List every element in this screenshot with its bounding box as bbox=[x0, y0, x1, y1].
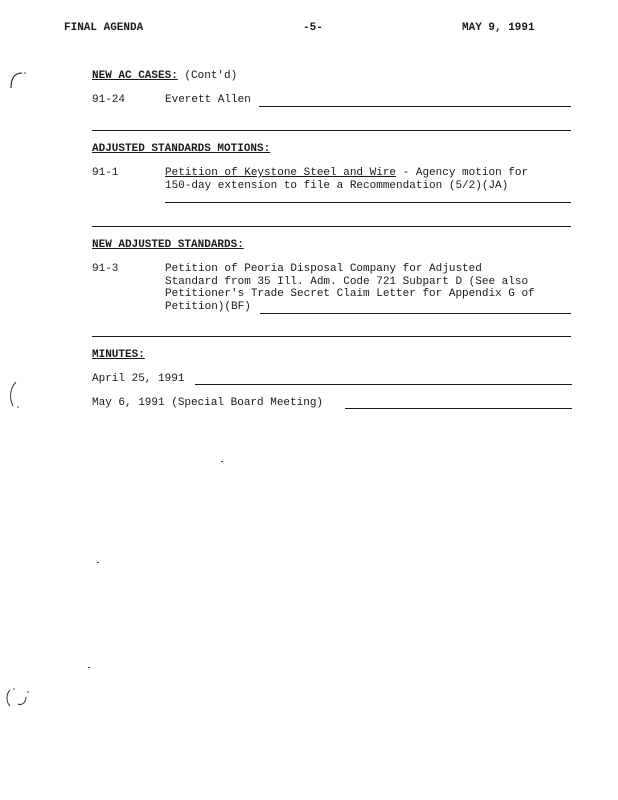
section-heading-suffix: (Cont'd) bbox=[177, 70, 238, 82]
scan-mark-bottom bbox=[4, 686, 32, 712]
item-text-line: Petitioner's Trade Secret Claim Letter for Appendix G of bbox=[165, 288, 535, 300]
section-heading-new-adjusted-standards: NEW ADJUSTED STANDARDS: bbox=[92, 239, 244, 251]
item-text-line: Petition of Peoria Disposal Company for Adjusted bbox=[165, 263, 482, 275]
section-divider bbox=[92, 336, 571, 337]
petition-description: - Agency motion for bbox=[396, 167, 529, 179]
section-divider bbox=[92, 226, 571, 227]
scan-speck bbox=[88, 667, 90, 668]
petition-title: Petition of Keystone Steel and Wire bbox=[165, 167, 397, 179]
section-heading: NEW AC CASES: bbox=[92, 70, 178, 82]
minutes-entry: April 25, 1991 bbox=[92, 373, 185, 385]
item-text-line: Standard from 35 Ill. Adm. Code 721 Subpart D (See also bbox=[165, 276, 529, 288]
item-rule bbox=[259, 106, 571, 107]
header-left: FINAL AGENDA bbox=[64, 22, 144, 34]
item-rule bbox=[260, 313, 571, 314]
header-date: MAY 9, 1991 bbox=[462, 22, 535, 34]
item-number: 91-1 bbox=[92, 167, 119, 179]
section-heading-adjusted-standards-motions: ADJUSTED STANDARDS MOTIONS: bbox=[92, 143, 271, 155]
item-text-line: Petition)(BF) bbox=[165, 301, 251, 313]
section-heading-minutes: MINUTES: bbox=[92, 349, 145, 361]
minutes-rule bbox=[345, 408, 572, 409]
minutes-rule bbox=[195, 384, 572, 385]
minutes-entry: May 6, 1991 (Special Board Meeting) bbox=[92, 397, 324, 409]
page-number: -5- bbox=[303, 22, 323, 34]
item-text: Everett Allen bbox=[165, 94, 251, 106]
section-divider bbox=[92, 130, 571, 131]
section-new-ac-cases bbox=[92, 70, 237, 83]
scan-speck bbox=[97, 562, 99, 563]
scan-mark-middle bbox=[4, 380, 26, 410]
scan-speck bbox=[221, 461, 223, 462]
item-text-line bbox=[165, 167, 528, 180]
item-number: 91-3 bbox=[92, 263, 119, 275]
item-text-line: 150-day extension to file a Recommendation (5/2)(JA) bbox=[165, 180, 509, 192]
item-rule bbox=[165, 202, 571, 203]
item-number: 91-24 bbox=[92, 94, 126, 106]
scan-mark-top bbox=[6, 70, 28, 92]
